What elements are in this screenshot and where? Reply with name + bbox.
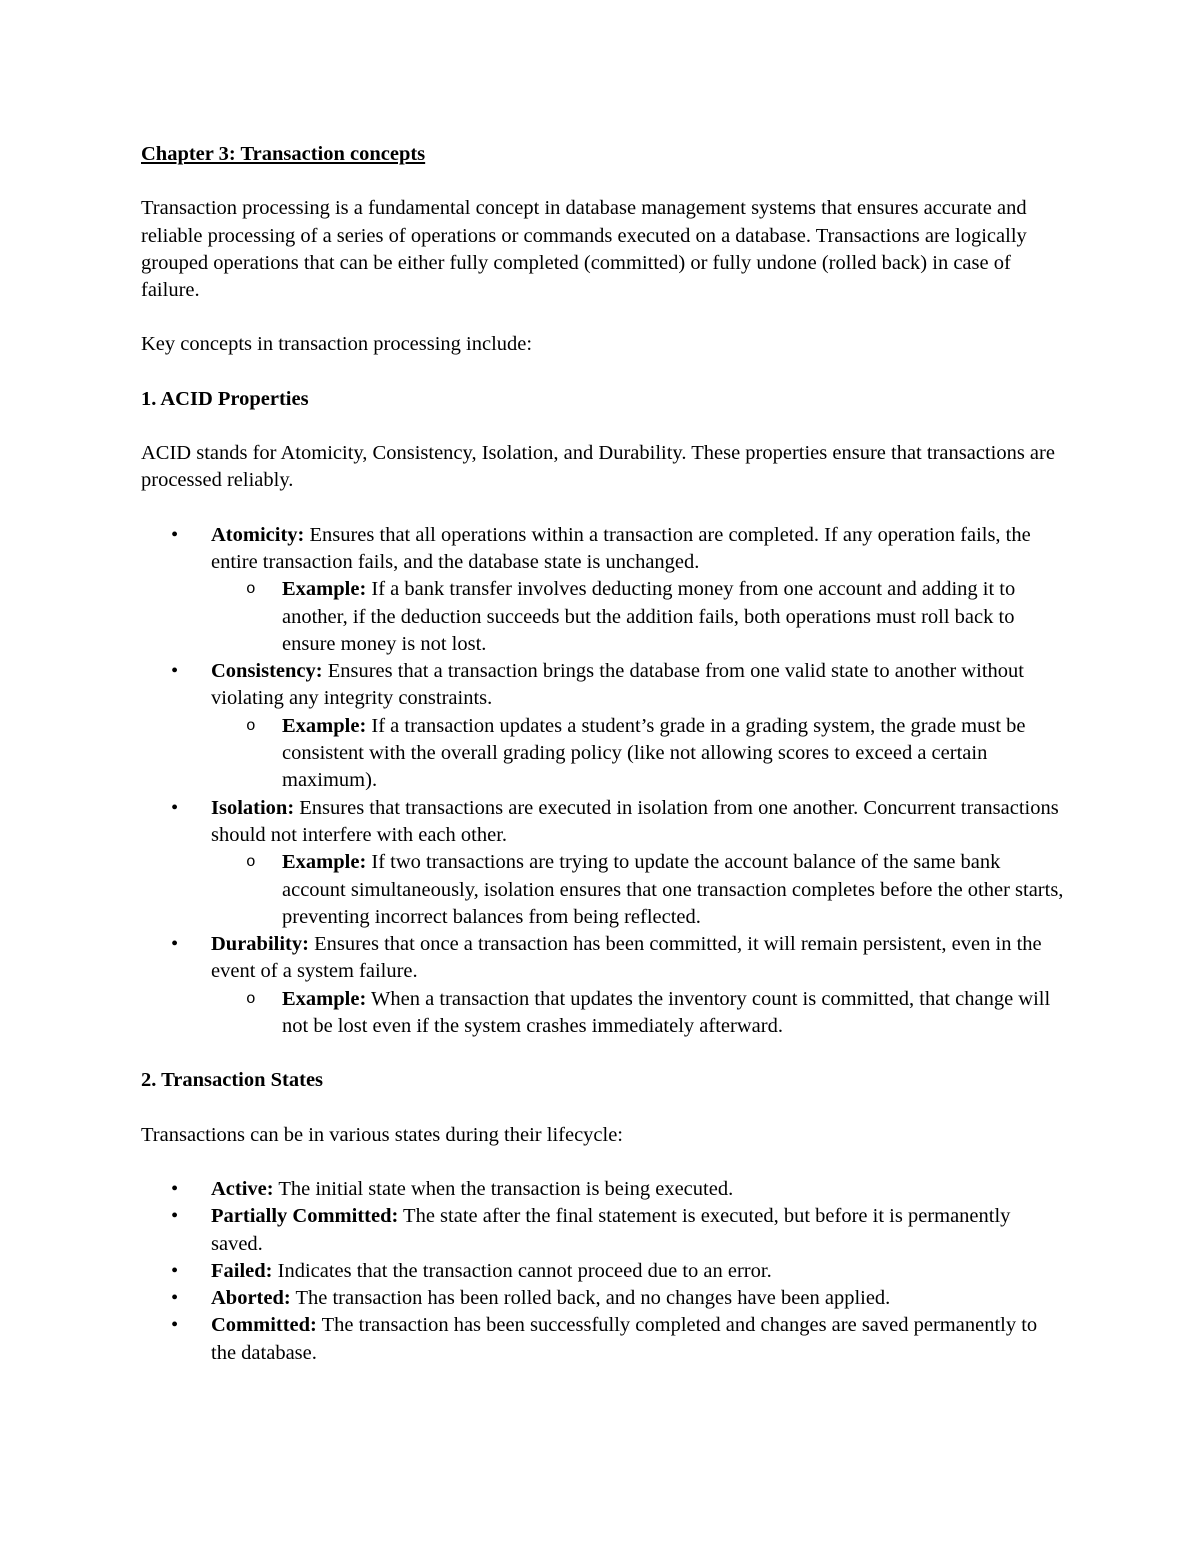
list-item-partially-committed (141, 1203, 1066, 1258)
sub-bullet-icon: o (246, 580, 256, 599)
definition-durability: Ensures that once a transaction has been committed, it will remain persistent, even in the event of a system failure. (211, 933, 1042, 983)
example-label: Example: (282, 987, 367, 1010)
example-text-consistency: If a transaction updates a student’s grade in a grading system, the grade must be consistent with the overall grading policy (like not allowing scores to exceed a certain maximum). (282, 714, 1026, 792)
chapter-title: Chapter 3: Transaction concepts (141, 143, 426, 165)
example-label: Example: (282, 578, 367, 601)
example-list (211, 576, 1066, 658)
section-heading-states: 2. Transaction States (141, 1069, 324, 1092)
definition-failed: Indicates that the transaction cannot proceed due to an error. (272, 1259, 772, 1282)
term-committed: Committed: (211, 1314, 317, 1337)
section-heading-acid: 1. ACID Properties (141, 387, 309, 410)
intro-paragraph: Transaction processing is a fundamental concept in database management systems that ensures accurate and reliable processing of a series of operations or commands executed on a database. Transactions are logically grouped operations that can be either fully completed (committed) or fully undone (rolled back) in case of failure. (141, 197, 1027, 302)
term-active: Active: (211, 1177, 274, 1200)
term-atomicity: Atomicity: (211, 523, 305, 546)
example-label: Example: (282, 851, 367, 874)
example-list (211, 986, 1066, 1041)
sub-bullet-icon: o (246, 716, 256, 735)
list-item-committed (141, 1312, 1066, 1367)
list-item-aborted (141, 1285, 1066, 1312)
list-item-active (141, 1176, 1066, 1203)
example-item-atomicity (211, 576, 1066, 658)
example-text-isolation: If two transactions are trying to update the account balance of the same bank account simultaneously, isolation ensures that one transaction completes before the other starts, preventing incorrect balances from being reflected. (282, 851, 1064, 928)
term-aborted: Aborted: (211, 1287, 291, 1310)
term-durability: Durability: (211, 933, 309, 956)
example-item-durability (211, 986, 1066, 1041)
definition-active: The initial state when the transaction is being executed. (273, 1177, 734, 1200)
definition-consistency: Ensures that a transaction brings the database from one valid state to another without violating any integrity constraints. (211, 660, 1024, 710)
acid-properties-list (141, 522, 1066, 1041)
definition-aborted: The transaction has been rolled back, and no changes have been applied. (290, 1287, 891, 1310)
bullet-icon: • (171, 933, 179, 956)
bullet-icon: • (171, 1259, 179, 1282)
example-label: Example: (282, 714, 367, 737)
example-text-atomicity: If a bank transfer involves deducting money from one account and adding it to another, if the deduction succeeds but the addition fails, both operations must roll back to ensure money is not lost. (282, 578, 1016, 655)
definition-isolation: Ensures that transactions are executed in isolation from one another. Concurrent transactions should not interfere with each other. (211, 796, 1059, 846)
bullet-icon: • (171, 660, 179, 683)
bullet-icon: • (171, 1205, 179, 1228)
example-item-isolation (211, 849, 1066, 931)
definition-partially-committed: The state after the final statement is executed, but before it is permanently saved. (211, 1205, 1011, 1255)
key-concepts-text: Key concepts in transaction processing include: (141, 333, 533, 356)
term-isolation: Isolation: (211, 796, 295, 819)
list-item-consistency (141, 658, 1066, 794)
list-item-failed (141, 1258, 1066, 1285)
list-item-isolation (141, 795, 1066, 931)
sub-bullet-icon: o (246, 989, 256, 1008)
definition-committed: The transaction has been successfully completed and changes are saved permanently to the database. (211, 1314, 1038, 1364)
transaction-states-list (141, 1176, 1066, 1367)
document-page (141, 141, 1066, 1394)
sub-bullet-icon: o (246, 853, 256, 872)
bullet-icon: • (171, 1287, 179, 1310)
bullet-icon: • (171, 796, 179, 819)
term-consistency: Consistency: (211, 660, 323, 683)
bullet-icon: • (171, 523, 179, 546)
definition-atomicity: Ensures that all operations within a transaction are completed. If any operation fails, the entire transaction fails, and the database state is unchanged. (211, 523, 1031, 573)
list-item-durability (141, 931, 1066, 1040)
example-item-consistency (211, 713, 1066, 795)
term-partially-committed: Partially Committed: (211, 1205, 399, 1228)
states-intro-paragraph: Transactions can be in various states during their lifecycle: (141, 1123, 624, 1146)
example-list (211, 713, 1066, 795)
term-failed: Failed: (211, 1259, 273, 1282)
example-text-durability: When a transaction that updates the inventory count is committed, that change will not be lost even if the system crashes immediately afterward. (282, 987, 1051, 1038)
list-item-atomicity (141, 522, 1066, 658)
bullet-icon: • (171, 1314, 179, 1337)
bullet-icon: • (171, 1177, 179, 1200)
example-list (211, 849, 1066, 931)
acid-intro-paragraph: ACID stands for Atomicity, Consistency, Isolation, and Durability. These properties ensure that transactions are processed reliably. (141, 442, 1055, 492)
